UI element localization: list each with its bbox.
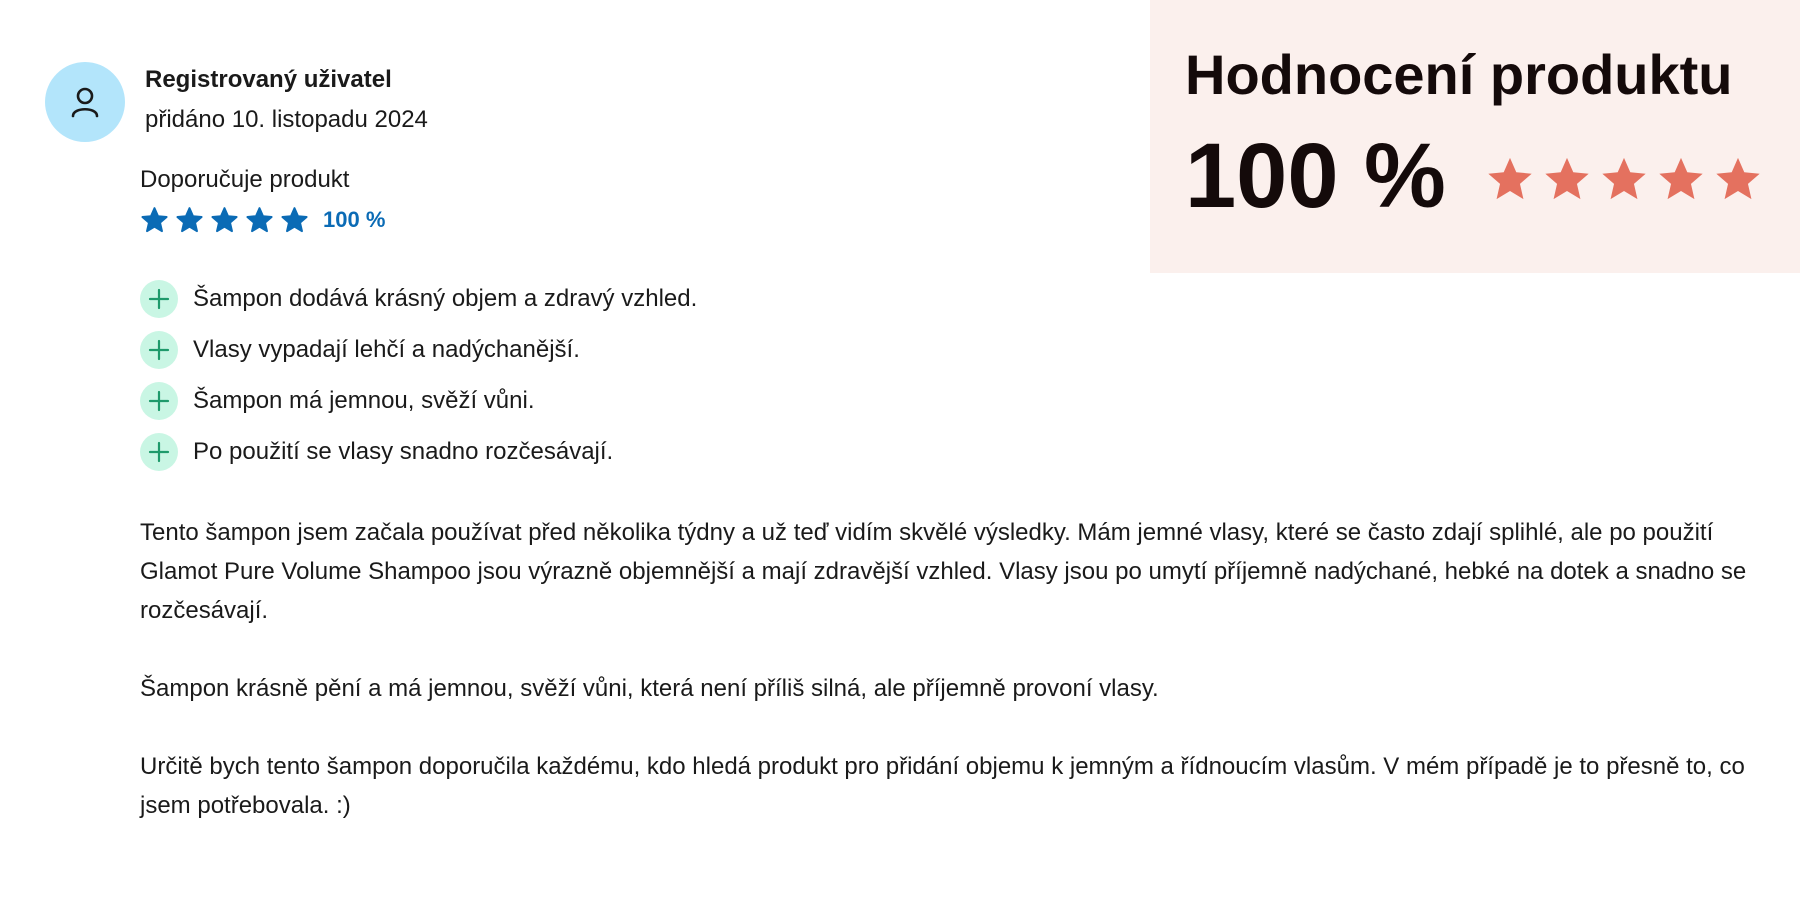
pro-item	[140, 433, 697, 471]
product-rating-panel	[1150, 0, 1800, 273]
avatar	[45, 62, 125, 142]
user-rating	[140, 204, 385, 236]
pro-item	[140, 331, 697, 369]
star-icon	[175, 206, 204, 235]
star-icon	[280, 206, 309, 235]
recommends-label: Doporučuje produkt	[140, 166, 350, 193]
review-paragraph: Tento šampon jsem začala používat před několika týdny a už teď vidím skvělé výsledky. Mám jemné vlasy, které se často zdají splihlé, ale po použití Glamot Pure Volume Shampoo jsou výrazně objemnější a mají zdravější vzhled. Vlasy jsou po umytí příjemně nadýchané, hebké na dotek a snadno se rozčesávají.	[140, 519, 1747, 624]
product-rating-title: Hodnocení produktu	[1185, 43, 1733, 106]
plus-icon	[140, 382, 178, 420]
product-rating-percent: 100 %	[1185, 125, 1446, 227]
star-icon	[1484, 154, 1536, 206]
product-rating-stars	[1484, 154, 1769, 206]
plus-icon	[140, 331, 178, 369]
pro-item	[140, 382, 697, 420]
review-body	[140, 513, 1760, 864]
review-paragraph: Šampon krásně pění a má jemnou, svěží vůni, která není příliš silná, ale příjemně provoní vlasy.	[140, 675, 1159, 702]
pro-text: Šampon má jemnou, svěží vůni.	[193, 387, 535, 414]
user-rating-percent: 100 %	[323, 207, 386, 232]
author-name: Registrovaný uživatel	[145, 66, 392, 93]
star-icon	[245, 206, 274, 235]
review-date: přidáno 10. listopadu 2024	[145, 106, 428, 133]
star-icon	[1655, 154, 1707, 206]
pro-item	[140, 280, 697, 318]
star-icon	[1541, 154, 1593, 206]
review-paragraph: Určitě bych tento šampon doporučila každému, kdo hledá produkt pro přidání objemu k jemným a řídnoucím vlasům. V mém případě je to přesně to, co jsem potřebovala. :)	[140, 753, 1745, 819]
plus-icon	[140, 433, 178, 471]
star-icon	[210, 206, 239, 235]
pro-text: Vlasy vypadají lehčí a nadýchanější.	[193, 336, 580, 363]
star-icon	[140, 206, 169, 235]
pro-text: Po použití se vlasy snadno rozčesávají.	[193, 438, 614, 465]
pros-list	[140, 280, 697, 484]
user-rating-stars	[140, 206, 315, 235]
star-icon	[1712, 154, 1764, 206]
pro-text: Šampon dodává krásný objem a zdravý vzhled.	[193, 285, 698, 312]
user-icon	[67, 84, 103, 120]
star-icon	[1598, 154, 1650, 206]
plus-icon	[140, 280, 178, 318]
